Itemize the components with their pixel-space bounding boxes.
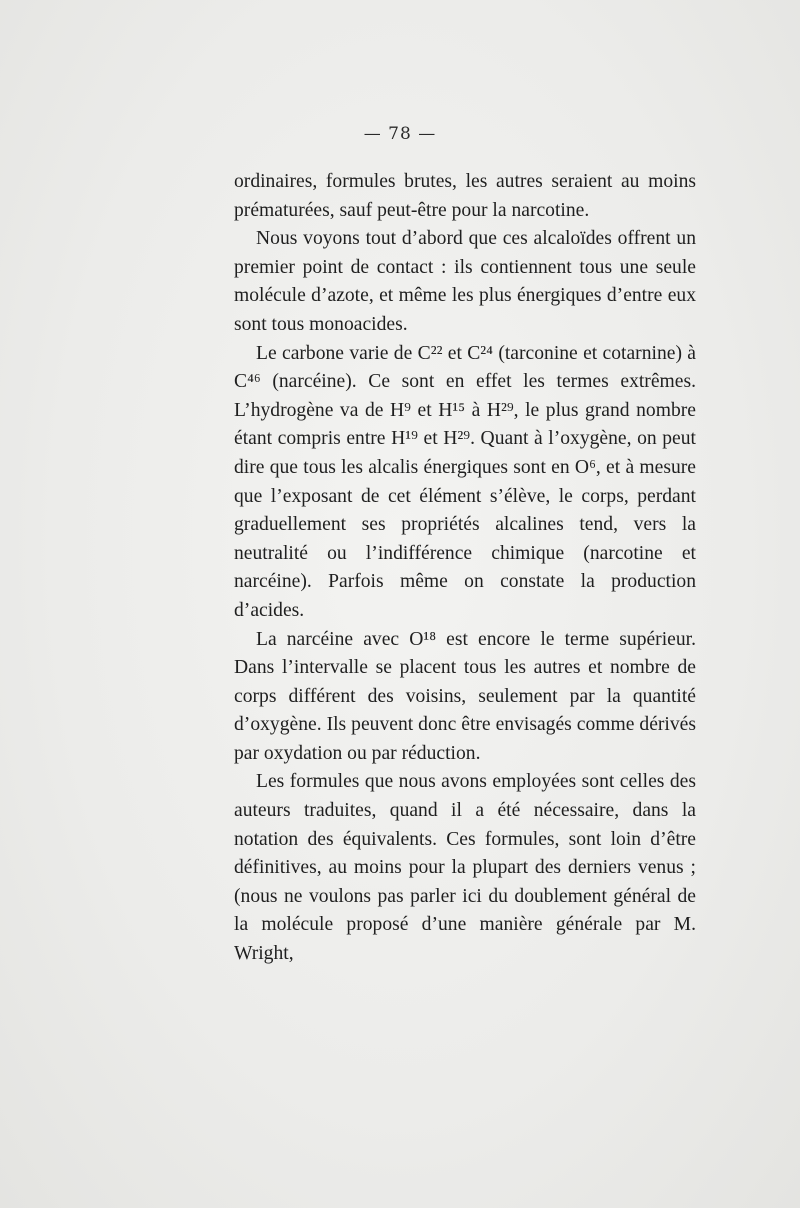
page-number: — 78 — [363,124,437,144]
paragraph-1: ordinaires, formules brutes, les autres seraient au moins prématurées, sauf peut-être pour la narcotine. [234,171,696,221]
paragraph-4: La narcéine avec O¹⁸ est encore le terme supérieur. Dans l’intervalle se placent tous les autres et nombre de corps différent des voisins, seulement par la quantité d’oxygène. Ils peuvent donc être envisagés comme dérivés par oxydation ou par réduction. [234,628,696,764]
paragraph-2: Nous voyons tout d’abord que ces alcaloïdes offrent un premier point de contact : ils contiennent tous une seule molécule d’azote, et même les plus énergiques d’entre eux sont tous monoacides. [234,228,696,335]
paragraph-3: Le carbone varie de C²² et C²⁴ (tarconine et cotarnine) à C⁴⁶ (narcéine). Ce sont en effet les termes extrêmes. L’hydrogène va de H⁹ et H¹⁵ à H²⁹, le plus grand nombre étant compris entre H¹⁹ et H²⁹. Quant à l’oxygène, on peut dire que tous les alcalis énergiques sont en O⁶, et à mesure que l’exposant de cet élément s’élève, le corps, perdant graduellement ses propriétés alcalines tend, vers la neutralité ou l’indifférence chimique (narcotine et narcéine). Parfois même on constate la production d’acides. [234,342,696,621]
paragraph-5: Les formules que nous avons employées sont celles des auteurs traduites, quand il a été nécessaire, dans la notation des équivalents. Ces formules, sont loin d’être définitives, au moins pour la plupart des derniers venus ; (nous ne voulons pas parler ici du doublement général de la molécule proposé d’une manière générale par M. Wright, [234,771,696,965]
body-text [234,168,696,969]
